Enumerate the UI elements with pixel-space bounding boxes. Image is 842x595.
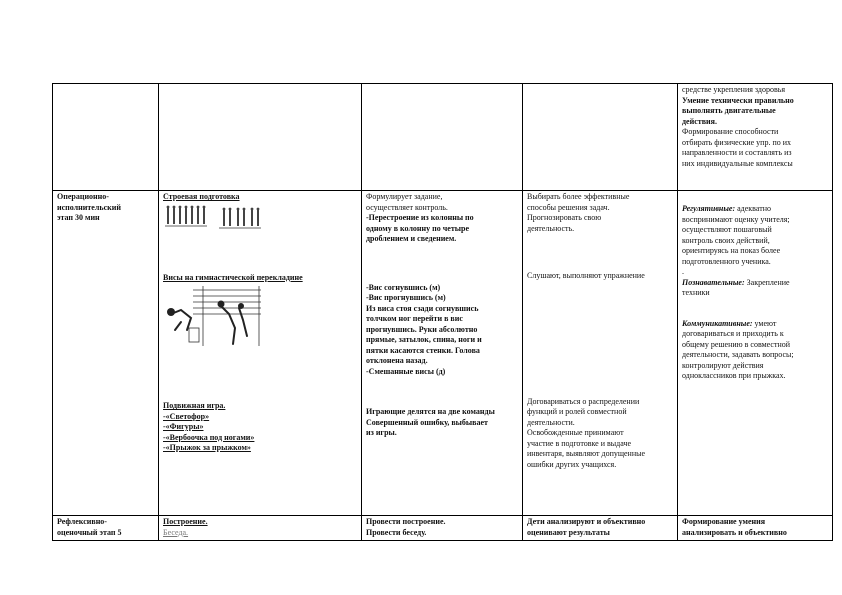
game-item: -«Фигуры» (163, 422, 204, 431)
cognitive-label: Познавательные: (682, 277, 745, 287)
text-line: Беседа. (163, 527, 189, 537)
lesson-plan-table (52, 83, 833, 541)
text-line: Формирование способности (682, 127, 779, 136)
text-line: Слушают, выполняют упражнение (527, 271, 645, 280)
text-line: деятельность. (527, 223, 575, 233)
text-line: контролируют действия (682, 360, 764, 370)
text-line: общему решению в совместной (682, 339, 791, 349)
text-line: осуществляют пошаговый (682, 225, 772, 234)
text-line: них индивидуальные комплексы (682, 158, 793, 168)
text-line: договариваться и приходить к (682, 329, 784, 338)
drill-title: Строевая подготовка (163, 192, 240, 201)
spacer (527, 234, 673, 271)
text-line: участие в подготовке и выдаче (527, 438, 632, 448)
row1-students-cell (523, 84, 678, 191)
text-line: прогнувшись. Руки абсолютно (366, 324, 478, 334)
text-line: деятельности. (527, 417, 575, 427)
text-line: -Смешанные висы (д) (366, 366, 446, 376)
text-line: . (682, 267, 684, 276)
text-line: Выбирать более эффективные (527, 192, 630, 201)
text-line: -Вис согнувшись (м) (366, 282, 441, 292)
spacer (163, 349, 357, 401)
text-line: Провести построение. (366, 517, 446, 526)
table-row (53, 191, 833, 516)
hang-title: Висы на гимнастической перекладине (163, 272, 303, 282)
text-line: ориентируясь на показ более (682, 246, 781, 255)
text-line: средстве укрепления здоровья (682, 85, 786, 94)
row2-stage-cell (53, 191, 159, 516)
game-item: -«Светофор» (163, 411, 210, 421)
text-line: отклонена назад. (366, 356, 428, 365)
row1-teacher-cell (362, 84, 523, 191)
table-row (53, 84, 833, 191)
text-line: осуществляет контроль. (366, 202, 448, 212)
text-line: Освобожденные принимают (527, 428, 624, 437)
text-line: Формулирует задание, (366, 192, 443, 201)
text-line: техники (682, 288, 710, 297)
regulatory-label: Регулятивные: (682, 204, 736, 213)
row2-content-cell (159, 191, 362, 516)
game-title: Подвижная игра. (163, 401, 226, 410)
text-line: подготовленного ученика. (682, 256, 771, 266)
text-line: одному в колонну по четыре (366, 223, 469, 233)
table-row (53, 516, 833, 541)
stage-label: этап 30 мин (57, 213, 100, 222)
spacer (682, 192, 828, 204)
game-item: -«Вербоочка под ногами» (163, 432, 255, 442)
text-line: Прогнозировать свою (527, 213, 602, 222)
text-line: Из виса стоя сзади согнувшись (366, 303, 479, 313)
row1-content-cell (159, 84, 362, 191)
row2-teacher-cell (362, 191, 523, 516)
text-line: оценивают результаты (527, 527, 610, 537)
spacer (366, 245, 518, 283)
text-line: Построение. (163, 517, 208, 526)
text-line: -Перестроение из колонны по (366, 213, 474, 222)
text-line: анализировать и объективно (682, 527, 787, 537)
text-line: выполнять двигательные (682, 106, 776, 115)
text-line: толчком ног перейти в вис (366, 314, 463, 323)
stage-label: Рефлексивно- (57, 517, 107, 526)
spacer (163, 235, 357, 273)
text-line: адекватно (737, 204, 771, 213)
text-line: пятки касаются стенки. Голова (366, 345, 480, 355)
text-line: Совершенный ошибку, выбывает (366, 417, 488, 427)
row2-uud-cell (678, 191, 833, 516)
text-line: отбирать физические упр. по их (682, 137, 792, 147)
text-line: умеют (754, 318, 777, 328)
row3-stage-cell (53, 516, 159, 541)
game-item: -«Прыжок за прыжком» (163, 443, 251, 452)
text-line: инвентаря, выявляют допущенные (527, 449, 646, 458)
text-line: направленности и составлять из (682, 148, 792, 157)
row1-stage-cell (53, 84, 159, 191)
text-line: Провести беседу. (366, 527, 427, 537)
text-line: функций и ролей совместной (527, 407, 627, 416)
text-line: Играющие делятся на две команды (366, 407, 495, 416)
row3-content-cell (159, 516, 362, 541)
spacer (527, 282, 673, 397)
text-line: дроблением и сведением. (366, 234, 457, 243)
text-line: ошибки других учащихся. (527, 459, 617, 469)
text-line: -Вис прогнувшись (м) (366, 293, 446, 302)
text-line: из игры. (366, 428, 397, 437)
text-line: воспринимают оценку учителя; (682, 214, 790, 224)
text-line: прямые, затылок, спина, ноги и (366, 335, 482, 344)
text-line: одноклассников при прыжках. (682, 371, 786, 380)
communicative-label: Коммуникативные: (682, 318, 753, 328)
formation-figures-image (163, 204, 263, 234)
stage-label: исполнительский (57, 202, 121, 212)
text-line: деятельности, задавать вопросы; (682, 350, 794, 359)
text-line: контроль своих действий, (682, 235, 770, 245)
gymnastic-bar-image (163, 284, 263, 348)
row3-uud-cell (678, 516, 833, 541)
text-line: Дети анализируют и объективно (527, 517, 646, 526)
text-line: Закрепление (746, 277, 790, 287)
text-line: способы решения задач. (527, 202, 610, 212)
row3-teacher-cell (362, 516, 523, 541)
spacer (682, 299, 828, 319)
text-line: действия. (682, 116, 717, 126)
row3-students-cell (523, 516, 678, 541)
stage-label: оценочный этап 5 (57, 527, 122, 537)
row1-uud-cell (678, 84, 833, 191)
spacer (366, 377, 518, 407)
text-line: Умение технически правильно (682, 95, 794, 105)
row2-students-cell (523, 191, 678, 516)
text-line: Формирование умения (682, 517, 766, 526)
stage-label: Операционно- (57, 192, 109, 201)
text-line: Договариваться о распределении (527, 396, 640, 406)
